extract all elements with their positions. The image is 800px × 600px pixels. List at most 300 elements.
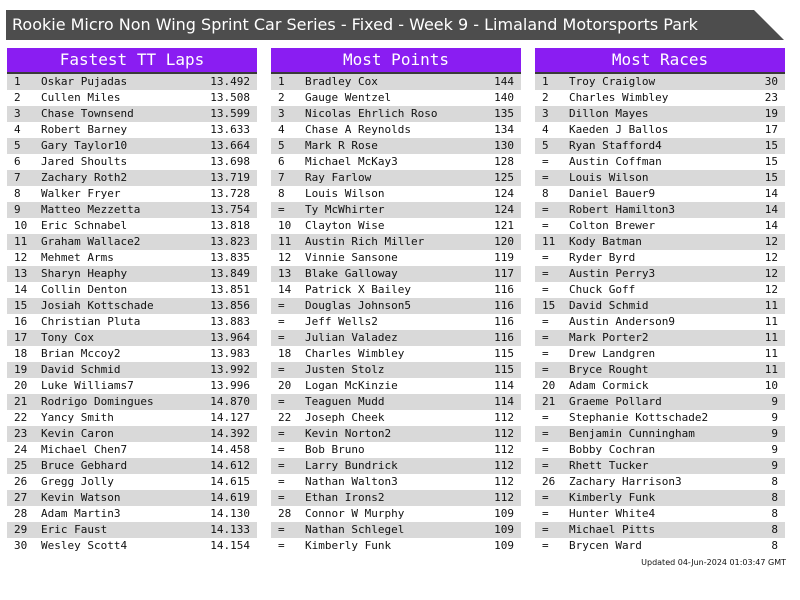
table-row — [535, 506, 785, 522]
position-cell: = — [542, 171, 549, 184]
position-cell: = — [278, 539, 285, 552]
table-row — [535, 154, 785, 170]
position-cell: 11 — [278, 235, 292, 248]
position-cell: = — [542, 443, 549, 456]
driver-name-cell: Gauge Wentzel — [305, 91, 392, 104]
driver-name-cell: Joseph Cheek — [305, 411, 385, 424]
position-cell: 26 — [14, 475, 28, 488]
position-cell: 12 — [278, 251, 292, 264]
table-row — [271, 154, 521, 170]
title-banner — [6, 10, 784, 40]
driver-name-cell: Brian Mccoy2 — [41, 347, 121, 360]
driver-name-cell: Zachary Roth2 — [41, 171, 128, 184]
panel-title: Most Races — [535, 48, 785, 74]
value-cell: 8 — [771, 491, 778, 504]
value-cell: 13.849 — [210, 267, 250, 280]
value-cell: 112 — [494, 491, 514, 504]
driver-name-cell: Kaeden J Ballos — [569, 123, 669, 136]
position-cell: = — [278, 299, 285, 312]
position-cell: 7 — [14, 171, 21, 184]
value-cell: 14 — [764, 187, 778, 200]
position-cell: 21 — [14, 395, 28, 408]
panel-title: Most Points — [271, 48, 521, 74]
value-cell: 13.818 — [210, 219, 250, 232]
value-cell: 13.851 — [210, 283, 250, 296]
value-cell: 11 — [764, 363, 778, 376]
value-cell: 109 — [494, 539, 514, 552]
value-cell: 12 — [764, 267, 778, 280]
driver-name-cell: Christian Pluta — [41, 315, 141, 328]
value-cell: 9 — [771, 395, 778, 408]
driver-name-cell: Blake Galloway — [305, 267, 398, 280]
position-cell: 25 — [14, 459, 28, 472]
driver-name-cell: Graeme Pollard — [569, 395, 662, 408]
table-row — [271, 74, 521, 90]
driver-name-cell: Kevin Caron — [41, 427, 114, 440]
position-cell: = — [542, 459, 549, 472]
position-cell: 20 — [278, 379, 292, 392]
driver-name-cell: Eric Faust — [41, 523, 108, 536]
value-cell: 12 — [764, 283, 778, 296]
table-row — [535, 138, 785, 154]
position-cell: 16 — [14, 315, 28, 328]
position-cell: = — [278, 475, 285, 488]
position-cell: 27 — [14, 491, 28, 504]
table-row — [535, 282, 785, 298]
value-cell: 13.719 — [210, 171, 250, 184]
table-row — [7, 282, 257, 298]
driver-name-cell: Kimberly Funk — [305, 539, 392, 552]
table-row — [271, 282, 521, 298]
table-row — [535, 490, 785, 506]
table-row — [535, 522, 785, 538]
driver-name-cell: Robert Barney — [41, 123, 128, 136]
table-row — [271, 250, 521, 266]
driver-name-cell: Julian Valadez — [305, 331, 398, 344]
table-row — [7, 218, 257, 234]
driver-name-cell: Zachary Harrison3 — [569, 475, 682, 488]
position-cell: 18 — [278, 347, 292, 360]
value-cell: 109 — [494, 507, 514, 520]
value-cell: 14 — [764, 203, 778, 216]
value-cell: 8 — [771, 523, 778, 536]
driver-name-cell: Chuck Goff — [569, 283, 636, 296]
value-cell: 9 — [771, 443, 778, 456]
position-cell: 6 — [14, 155, 21, 168]
panel-most-races — [535, 48, 785, 554]
table-row — [271, 314, 521, 330]
value-cell: 121 — [494, 219, 514, 232]
table-row — [271, 362, 521, 378]
table-row — [271, 106, 521, 122]
value-cell: 13.508 — [210, 91, 250, 104]
position-cell: 5 — [278, 139, 285, 152]
position-cell: = — [542, 427, 549, 440]
driver-name-cell: Ty McWhirter — [305, 203, 385, 216]
value-cell: 130 — [494, 139, 514, 152]
driver-name-cell: Cullen Miles — [41, 91, 121, 104]
table-row — [535, 202, 785, 218]
value-cell: 9 — [771, 411, 778, 424]
table-row — [7, 458, 257, 474]
driver-name-cell: Louis Wilson — [569, 171, 649, 184]
value-cell: 11 — [764, 299, 778, 312]
position-cell: 5 — [14, 139, 21, 152]
table-row — [535, 314, 785, 330]
value-cell: 13.754 — [210, 203, 250, 216]
position-cell: = — [278, 459, 285, 472]
value-cell: 117 — [494, 267, 514, 280]
table-row — [7, 410, 257, 426]
position-cell: 21 — [542, 395, 556, 408]
value-cell: 135 — [494, 107, 514, 120]
value-cell: 9 — [771, 427, 778, 440]
driver-name-cell: Mehmet Arms — [41, 251, 114, 264]
position-cell: 1 — [278, 75, 285, 88]
position-cell: = — [542, 523, 549, 536]
position-cell: = — [542, 203, 549, 216]
driver-name-cell: Troy Craiglow — [569, 75, 656, 88]
position-cell: = — [278, 427, 285, 440]
driver-name-cell: Kody Batman — [569, 235, 642, 248]
position-cell: 15 — [542, 299, 556, 312]
driver-name-cell: Adam Martin3 — [41, 507, 121, 520]
table-row — [535, 378, 785, 394]
position-cell: 24 — [14, 443, 28, 456]
position-cell: = — [278, 363, 285, 376]
value-cell: 13.633 — [210, 123, 250, 136]
position-cell: 1 — [542, 75, 549, 88]
table-row — [535, 266, 785, 282]
driver-name-cell: Adam Cormick — [569, 379, 649, 392]
driver-name-cell: Benjamin Cunningham — [569, 427, 695, 440]
position-cell: 10 — [278, 219, 292, 232]
driver-name-cell: Bradley Cox — [305, 75, 378, 88]
driver-name-cell: Stephanie Kottschade2 — [569, 411, 709, 424]
table-row — [535, 426, 785, 442]
value-cell: 8 — [771, 475, 778, 488]
position-cell: 23 — [14, 427, 28, 440]
position-cell: 14 — [278, 283, 292, 296]
table-row — [271, 506, 521, 522]
driver-name-cell: Larry Bundrick — [305, 459, 398, 472]
table-row — [271, 90, 521, 106]
driver-name-cell: Bob Bruno — [305, 443, 365, 456]
position-cell: 10 — [14, 219, 28, 232]
position-cell: = — [542, 539, 549, 552]
value-cell: 13.492 — [210, 75, 250, 88]
table-row — [7, 250, 257, 266]
position-cell: 7 — [278, 171, 285, 184]
driver-name-cell: Josiah Kottschade — [41, 299, 154, 312]
position-cell: = — [278, 491, 285, 504]
driver-name-cell: Nathan Walton3 — [305, 475, 398, 488]
value-cell: 14.127 — [210, 411, 250, 424]
position-cell: 6 — [278, 155, 285, 168]
value-cell: 13.964 — [210, 331, 250, 344]
table-row — [7, 474, 257, 490]
position-cell: 28 — [278, 507, 292, 520]
driver-name-cell: Michael Chen7 — [41, 443, 128, 456]
table-row — [271, 298, 521, 314]
value-cell: 112 — [494, 427, 514, 440]
driver-name-cell: Chase A Reynolds — [305, 123, 411, 136]
driver-name-cell: Ryan Stafford4 — [569, 139, 662, 152]
position-cell: 18 — [14, 347, 28, 360]
driver-name-cell: Kevin Watson — [41, 491, 121, 504]
leaderboard-rows — [271, 74, 521, 554]
driver-name-cell: Austin Rich Miller — [305, 235, 425, 248]
table-row — [271, 186, 521, 202]
driver-name-cell: Robert Hamilton3 — [569, 203, 675, 216]
value-cell: 12 — [764, 251, 778, 264]
position-cell: = — [542, 155, 549, 168]
value-cell: 14.392 — [210, 427, 250, 440]
driver-name-cell: Logan McKinzie — [305, 379, 398, 392]
value-cell: 19 — [764, 107, 778, 120]
value-cell: 15 — [764, 139, 778, 152]
position-cell: 20 — [14, 379, 28, 392]
position-cell: = — [542, 251, 549, 264]
position-cell: 11 — [542, 235, 556, 248]
position-cell: 3 — [14, 107, 21, 120]
table-row — [535, 250, 785, 266]
driver-name-cell: Hunter White4 — [569, 507, 656, 520]
table-row — [535, 122, 785, 138]
value-cell: 112 — [494, 459, 514, 472]
driver-name-cell: Rodrigo Domingues — [41, 395, 154, 408]
position-cell: 20 — [542, 379, 556, 392]
position-cell: 9 — [14, 203, 21, 216]
value-cell: 144 — [494, 75, 514, 88]
driver-name-cell: Yancy Smith — [41, 411, 114, 424]
table-row — [7, 362, 257, 378]
driver-name-cell: Mark R Rose — [305, 139, 378, 152]
table-row — [535, 442, 785, 458]
position-cell: 2 — [14, 91, 21, 104]
value-cell: 13.698 — [210, 155, 250, 168]
driver-name-cell: Kimberly Funk — [569, 491, 656, 504]
position-cell: 4 — [278, 123, 285, 136]
driver-name-cell: Gary Taylor10 — [41, 139, 128, 152]
value-cell: 14 — [764, 219, 778, 232]
driver-name-cell: Chase Townsend — [41, 107, 134, 120]
value-cell: 8 — [771, 507, 778, 520]
driver-name-cell: Connor W Murphy — [305, 507, 405, 520]
driver-name-cell: Dillon Mayes — [569, 107, 649, 120]
table-row — [7, 522, 257, 538]
value-cell: 13.983 — [210, 347, 250, 360]
table-row — [271, 330, 521, 346]
position-cell: 4 — [542, 123, 549, 136]
table-row — [535, 538, 785, 554]
position-cell: 8 — [14, 187, 21, 200]
table-row — [271, 170, 521, 186]
driver-name-cell: Bruce Gebhard — [41, 459, 128, 472]
driver-name-cell: Nathan Schlegel — [305, 523, 405, 536]
driver-name-cell: Matteo Mezzetta — [41, 203, 141, 216]
table-row — [7, 266, 257, 282]
table-row — [271, 202, 521, 218]
value-cell: 17 — [764, 123, 778, 136]
table-row — [271, 234, 521, 250]
position-cell: = — [542, 507, 549, 520]
driver-name-cell: Vinnie Sansone — [305, 251, 398, 264]
table-row — [7, 170, 257, 186]
table-row — [271, 410, 521, 426]
value-cell: 13.992 — [210, 363, 250, 376]
value-cell: 11 — [764, 315, 778, 328]
table-row — [7, 314, 257, 330]
position-cell: 4 — [14, 123, 21, 136]
table-row — [7, 490, 257, 506]
table-row — [535, 346, 785, 362]
table-row — [7, 106, 257, 122]
value-cell: 120 — [494, 235, 514, 248]
value-cell: 115 — [494, 347, 514, 360]
position-cell: 17 — [14, 331, 28, 344]
position-cell: 28 — [14, 507, 28, 520]
position-cell: 5 — [542, 139, 549, 152]
value-cell: 12 — [764, 235, 778, 248]
table-row — [7, 90, 257, 106]
table-row — [7, 346, 257, 362]
position-cell: 26 — [542, 475, 556, 488]
value-cell: 8 — [771, 539, 778, 552]
value-cell: 14.133 — [210, 523, 250, 536]
driver-name-cell: Rhett Tucker — [569, 459, 649, 472]
driver-name-cell: Brycen Ward — [569, 539, 642, 552]
driver-name-cell: Ethan Irons2 — [305, 491, 385, 504]
driver-name-cell: Bobby Cochran — [569, 443, 656, 456]
table-row — [7, 298, 257, 314]
value-cell: 30 — [764, 75, 778, 88]
driver-name-cell: David Schmid — [569, 299, 649, 312]
table-row — [271, 522, 521, 538]
driver-name-cell: Mark Porter2 — [569, 331, 649, 344]
driver-name-cell: Kevin Norton2 — [305, 427, 392, 440]
value-cell: 109 — [494, 523, 514, 536]
table-row — [7, 154, 257, 170]
position-cell: = — [542, 331, 549, 344]
driver-name-cell: Walker Fryer — [41, 187, 121, 200]
leaderboard-rows — [7, 74, 257, 554]
value-cell: 13.823 — [210, 235, 250, 248]
position-cell: 29 — [14, 523, 28, 536]
value-cell: 124 — [494, 187, 514, 200]
table-row — [7, 74, 257, 90]
driver-name-cell: Patrick X Bailey — [305, 283, 411, 296]
position-cell: = — [542, 363, 549, 376]
table-row — [7, 122, 257, 138]
value-cell: 9 — [771, 459, 778, 472]
leaderboard-rows — [535, 74, 785, 554]
value-cell: 116 — [494, 331, 514, 344]
position-cell: 22 — [14, 411, 28, 424]
value-cell: 11 — [764, 347, 778, 360]
driver-name-cell: Douglas Johnson5 — [305, 299, 411, 312]
value-cell: 116 — [494, 283, 514, 296]
value-cell: 115 — [494, 363, 514, 376]
value-cell: 10 — [764, 379, 778, 392]
table-row — [7, 234, 257, 250]
table-row — [7, 330, 257, 346]
table-row — [271, 138, 521, 154]
driver-name-cell: Louis Wilson — [305, 187, 385, 200]
value-cell: 23 — [764, 91, 778, 104]
value-cell: 13.996 — [210, 379, 250, 392]
table-row — [535, 234, 785, 250]
value-cell: 13.599 — [210, 107, 250, 120]
value-cell: 114 — [494, 395, 514, 408]
position-cell: 22 — [278, 411, 292, 424]
table-row — [271, 538, 521, 554]
driver-name-cell: Austin Anderson9 — [569, 315, 675, 328]
table-row — [535, 362, 785, 378]
panel-title: Fastest TT Laps — [7, 48, 257, 74]
position-cell: 8 — [542, 187, 549, 200]
value-cell: 13.856 — [210, 299, 250, 312]
table-row — [271, 458, 521, 474]
driver-name-cell: Michael McKay3 — [305, 155, 398, 168]
driver-name-cell: Clayton Wise — [305, 219, 385, 232]
driver-name-cell: Justen Stolz — [305, 363, 385, 376]
value-cell: 112 — [494, 475, 514, 488]
driver-name-cell: Drew Landgren — [569, 347, 656, 360]
value-cell: 14.619 — [210, 491, 250, 504]
position-cell: = — [542, 347, 549, 360]
table-row — [271, 266, 521, 282]
table-row — [271, 426, 521, 442]
table-row — [271, 394, 521, 410]
value-cell: 11 — [764, 331, 778, 344]
position-cell: 11 — [14, 235, 28, 248]
position-cell: = — [278, 395, 285, 408]
value-cell: 116 — [494, 299, 514, 312]
table-row — [535, 298, 785, 314]
position-cell: = — [542, 267, 549, 280]
value-cell: 14.612 — [210, 459, 250, 472]
value-cell: 13.883 — [210, 315, 250, 328]
position-cell: = — [542, 219, 549, 232]
value-cell: 134 — [494, 123, 514, 136]
value-cell: 15 — [764, 171, 778, 184]
driver-name-cell: Collin Denton — [41, 283, 128, 296]
value-cell: 140 — [494, 91, 514, 104]
table-row — [271, 218, 521, 234]
table-row — [271, 442, 521, 458]
table-row — [7, 186, 257, 202]
value-cell: 13.835 — [210, 251, 250, 264]
driver-name-cell: Nicolas Ehrlich Roso — [305, 107, 438, 120]
table-row — [535, 218, 785, 234]
position-cell: = — [542, 283, 549, 296]
driver-name-cell: Austin Perry3 — [569, 267, 656, 280]
table-row — [7, 138, 257, 154]
driver-name-cell: Tony Cox — [41, 331, 94, 344]
driver-name-cell: Bryce Rought — [569, 363, 649, 376]
table-row — [535, 186, 785, 202]
table-row — [7, 426, 257, 442]
position-cell: = — [542, 491, 549, 504]
panel-fastest-tt-laps — [7, 48, 257, 554]
table-row — [271, 474, 521, 490]
position-cell: 15 — [14, 299, 28, 312]
value-cell: 14.130 — [210, 507, 250, 520]
value-cell: 125 — [494, 171, 514, 184]
value-cell: 124 — [494, 203, 514, 216]
value-cell: 14.615 — [210, 475, 250, 488]
